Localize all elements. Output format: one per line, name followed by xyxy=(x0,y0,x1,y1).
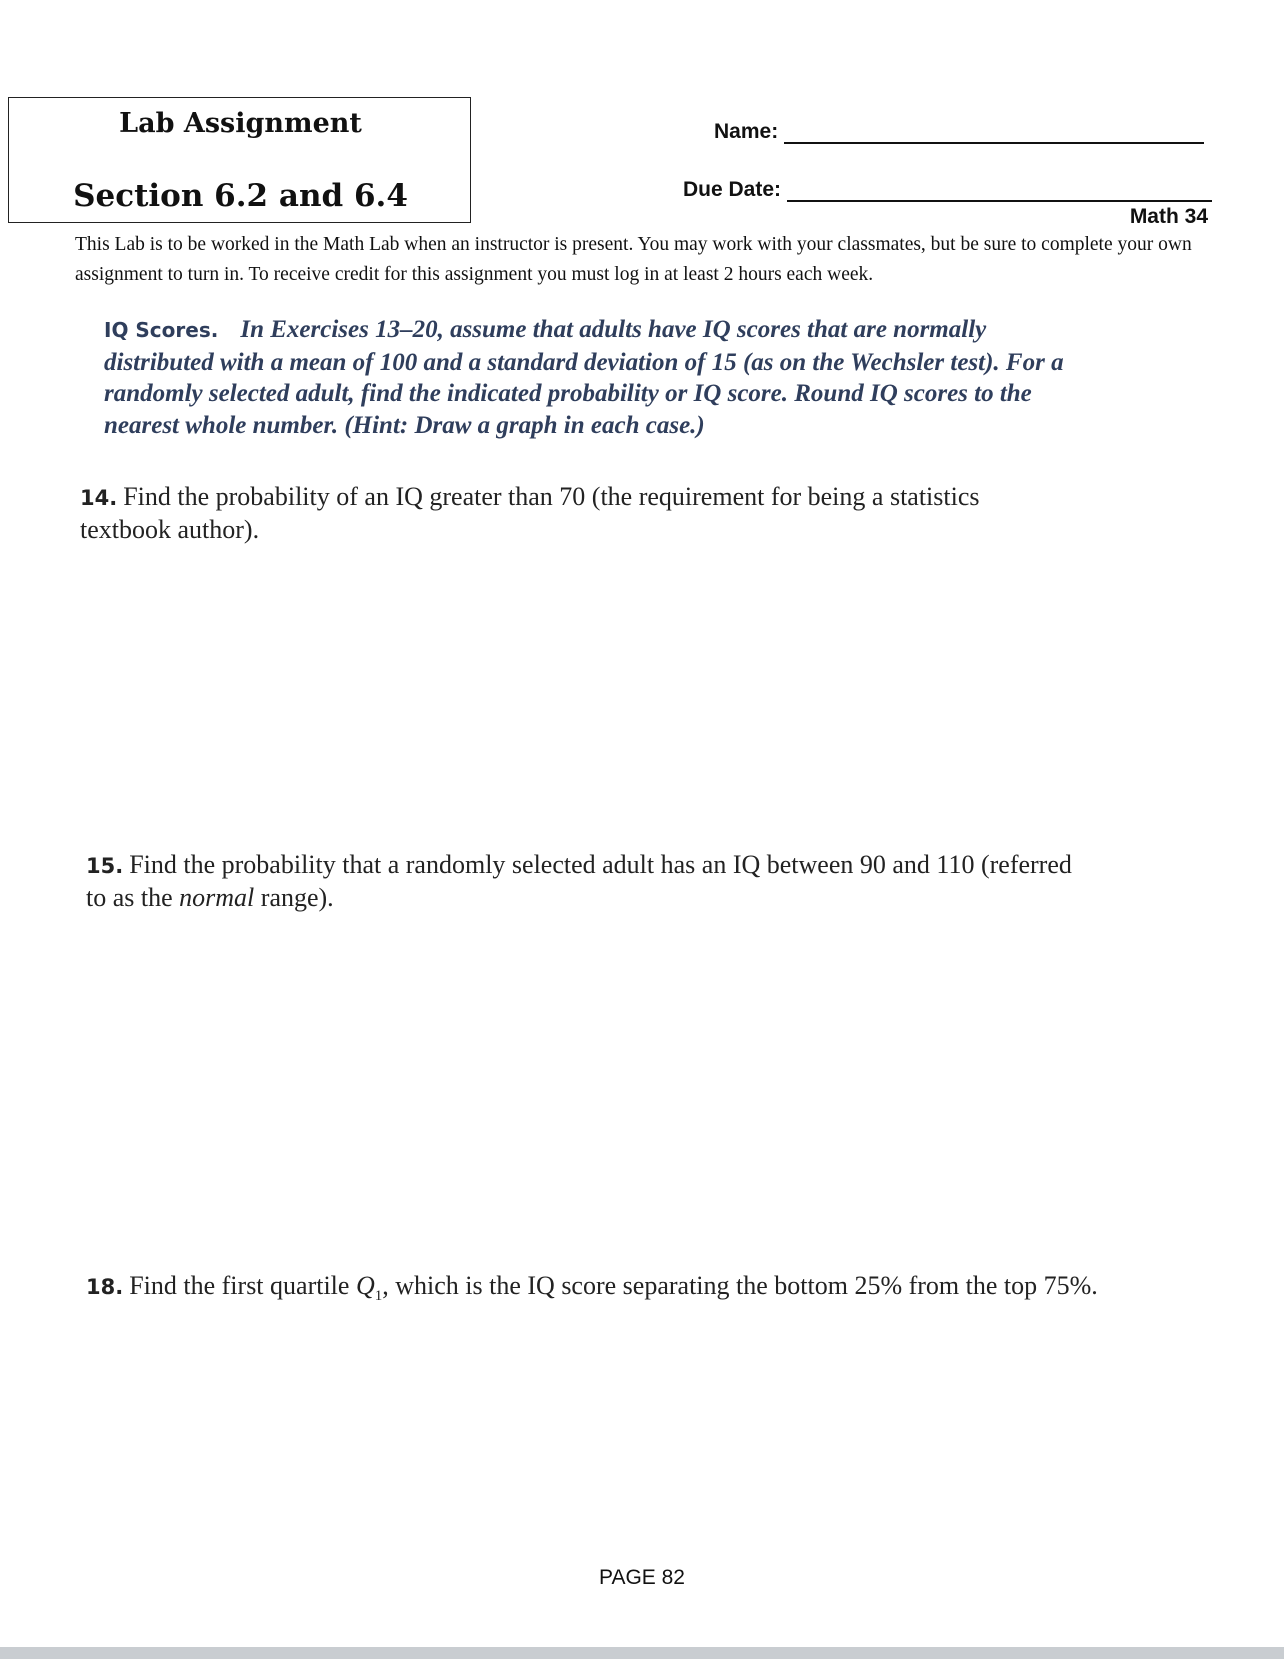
name-blank-line[interactable] xyxy=(784,122,1204,144)
viewer-bottom-bar xyxy=(0,1647,1284,1659)
question-number: 18. xyxy=(86,1275,124,1299)
question-number: 14. xyxy=(80,486,118,510)
question-text: Find the first quartile xyxy=(129,1271,350,1300)
title-box xyxy=(8,97,471,223)
question-text: Find the probability of an IQ greater than 70 (the requirement for being a statistics textbook author). xyxy=(80,482,980,544)
assignment-title: Lab Assignment xyxy=(119,108,362,139)
question-15 xyxy=(86,849,1076,914)
quartile-symbol: Q xyxy=(355,1271,375,1300)
iq-scores-instructions xyxy=(104,314,1064,441)
name-field[interactable] xyxy=(714,120,1204,144)
intro-paragraph: This Lab is to be worked in the Math Lab when an instructor is present. You may work with your classmates, but be sure to complete your own assignment to turn in. To receive credit for this assignment you must log in at least 2 hours each week. xyxy=(75,234,1192,285)
iq-scores-label: IQ Scores. xyxy=(104,318,219,342)
question-text-end: , which is the IQ score separating the bottom 25% from the top 75%. xyxy=(382,1271,1098,1300)
iq-scores-text: In Exercises 13–20, assume that adults have IQ scores that are normally distributed with a mean of 100 and a standard deviation of 15 (as on the Wechsler test). For a randomly selected adult, find the indicated probability or IQ score. Round IQ scores to the nearest whole number. (Hint: Draw a graph in each case.) xyxy=(104,316,1064,439)
name-label: Name: xyxy=(714,120,779,143)
question-text-end: range). xyxy=(260,883,334,912)
question-number: 15. xyxy=(86,854,124,878)
question-18 xyxy=(86,1270,1196,1312)
page-number: PAGE 82 xyxy=(599,1566,685,1589)
due-date-blank-line[interactable] xyxy=(787,180,1212,202)
quartile-subscript: 1 xyxy=(374,1288,383,1305)
question-14 xyxy=(80,481,1070,546)
due-date-label: Due Date: xyxy=(683,178,782,201)
question-italic-term: normal xyxy=(179,883,255,912)
due-date-field[interactable] xyxy=(683,178,1212,202)
course-label: Math 34 xyxy=(1129,205,1208,228)
section-title: Section 6.2 and 6.4 xyxy=(73,178,408,214)
question-text: Find the probability that a randomly selected adult has an IQ between 90 and 110 (referred to as the xyxy=(86,850,1072,912)
